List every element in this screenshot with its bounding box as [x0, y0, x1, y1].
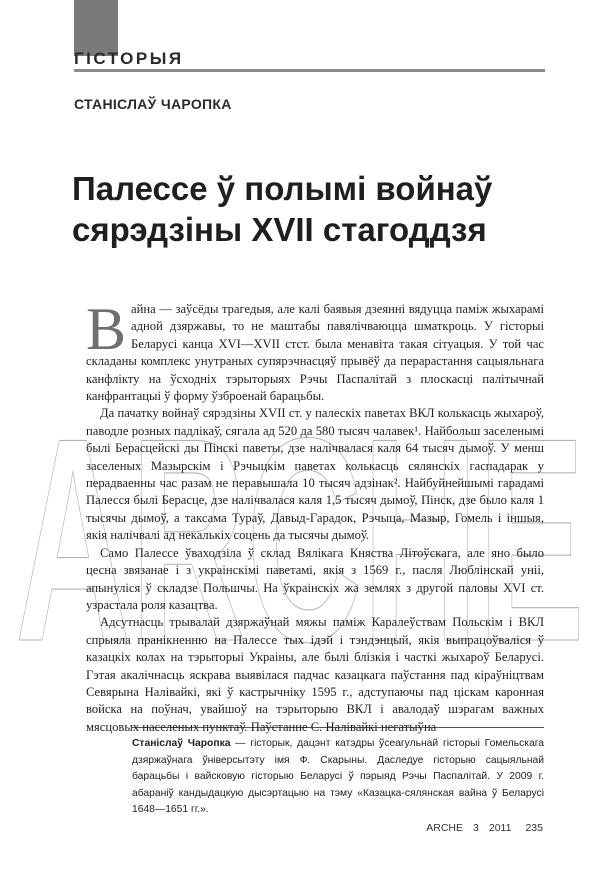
bio-name: Станіслаў Чаропка — [132, 738, 231, 749]
paragraph-1 — [86, 296, 544, 405]
paragraph-2: Да пачатку войнаў сярэдзіны XVII ст. у палескіх паветах ВКЛ колькасць жыхароў, паводле розных падлікаў, сягала ад 520 да 580 тысяч чалавек¹. Найбольш заселенымі былі Берасцейскі ды Пінскі паветы, дзе налічвалася каля 64 тысяч дымоў. У менш заселеных Мазырскім і Рэчыцкім паветах колькасць сялянскіх гаспадарак у перадваенны час разам не перавышала 10 тысяч адзінак². Найбуйнейшымі гарадамі Палесся былі Берасце, дзе налічвалася каля 1,5 тысяч дымоў, Пінск, дзе было каля 1 тысячы дымоў, а таксама Тураў, Давыд-Гарадок, Рэчыца, Мазыр, Гомель і іншыя, якія налічвалі ад некалькіх соцень да тысячы дымоў. — [86, 406, 544, 543]
title-line-1: Палессе ў полымі войнаў — [72, 170, 493, 207]
section-rule — [74, 69, 545, 72]
paragraph-3: Само Палессе ўваходзіла ў склад Вялікага Княства Літоўскага, але яно было цесна звязанае і з украінскімі паветамі, якія з 1569 г., пасля Люблінскай уніі, апынуліся ў складзе Польшчы. На ўкраінскіх жа землях з другой паловы XVI ст. узрастала роля казацтва. — [86, 545, 544, 612]
footer-year: 2011 — [488, 822, 512, 834]
paragraph-4: Адсутнасць трывалай дзяржаўнай мяжы паміж Каралеўствам Польскім і ВКЛ спрыяла пранікненню на Палессе тых ідэй і тэндэнцый, якія выпрацоўваліся ў казацкіх колах на тэрыторыі Украіны, але былі блізкія і часткі жыхароў Беларусі. Гэтая акалічнасць яскрава выявілася падчас казацкага паўстання пад кіраўніцтвам Севярына Налівайкі, які ў кастрычніку 1595 г., адступаючы пад ціскам каронная войска на поўнач, увайшоў на тэрыторыю ВКЛ і авалодаў шэрагам важных мясцовых населеных пунктаў. Паўстанне С. Налівайкі негатыўна — [86, 615, 544, 734]
page-footer — [416, 822, 543, 834]
paragraph-1-text: айна — заўсёды трагедыя, але калі баявыя дзеянні вядуцца паміж жыхарамі адной дзяржавы, то не маштабы павялічваюцца шматкроць. У гісторыі Беларусі канца XVI—XVII стст. была менавіта такая сітуацыя. У той час складаны комплекс унутраных супярэчнасцяў прывёў да перарастання сацыяльнага канфлікту на ўсходніх тэрыторыях Рэчы Паспалітай з плоскасці палітычнай канфрантацыі ў форму ўзброенай барацьбы. — [86, 302, 544, 404]
page-number: 235 — [525, 822, 543, 834]
watermark-text: ARCHE — [15, 378, 585, 702]
title-line-2: сярэдзіны XVII стагоддзя — [72, 211, 487, 248]
article-title — [72, 168, 562, 250]
section-tab-block — [74, 0, 118, 56]
author-bio — [132, 736, 544, 819]
section-label: ГІСТОРЫЯ — [74, 49, 184, 68]
footer-issue: 3 — [473, 822, 479, 834]
author-name: СТАНІСЛАЎ ЧАРОПКА — [74, 96, 232, 112]
bio-text: — гісторык, дацэнт катэдры ўсеагульнай гісторыі Гомельскага дзяржаўнага ўніверсытэту імя Ф. Скарыны. Даследуе гісторыю сацыяльнай барацьбы і вайсковую гісторыю Беларусі ў пэрыяд Рэчы Паспалітай. У 2009 г. абараніў кандыдацкую дысэртацыю на тэму «Казацка-сялянская вайна ў Беларусі 1648—1651 гг.». — [132, 738, 544, 815]
footer-journal: ARCHE — [426, 822, 464, 834]
article-body — [86, 296, 544, 736]
drop-cap: В — [86, 296, 127, 362]
